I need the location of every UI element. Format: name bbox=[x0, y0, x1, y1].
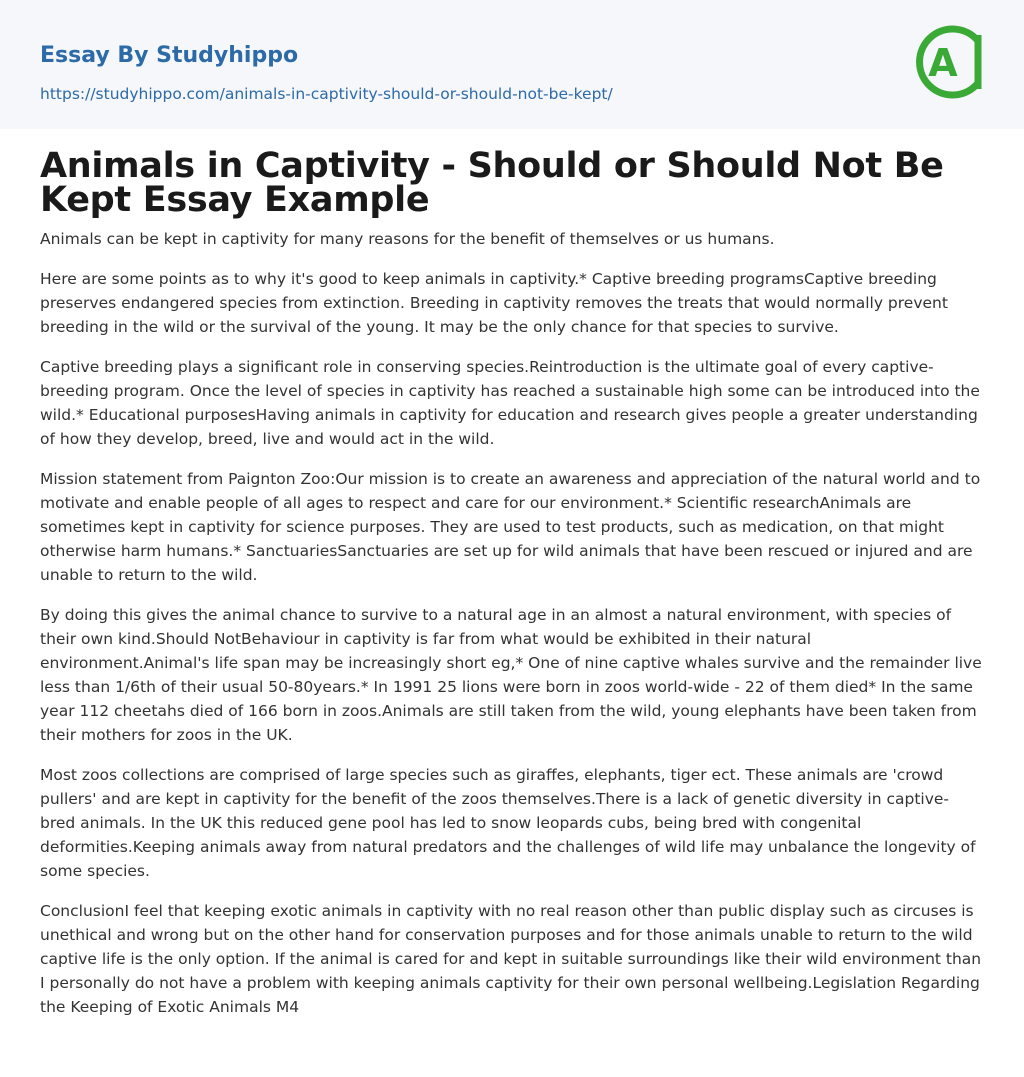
source-url-link[interactable]: https://studyhippo.com/animals-in-captivity-should-or-should-not-be-kept/ bbox=[40, 85, 613, 103]
paragraph: ConclusionI feel that keeping exotic animals in captivity with no real reason other than public display such as circuses is unethical and wrong but on the other hand for conservation purposes and for those animals unable to return to the wild captive life is the only option. If the animal is cared for and kept in suitable surroundings like their wild environment than I personally do not have a problem with keeping animals captivity for their own personal wellbeing.Legislation Regarding the Keeping of Exotic Animals M4 bbox=[40, 902, 982, 1016]
paragraph: Mission statement from Paignton Zoo:Our mission is to create an awareness and appreciation of the natural world and to motivate and enable people of all ages to respect and care for our environment.* Scientific researchAnimals are sometimes kept in captivity for science purposes. They are used to test products, such as medication, on that might otherwise harm humans.* SanctuariesSanctuaries are set up for wild animals that have been rescued or injured and are unable to return to the wild. bbox=[40, 470, 981, 584]
paragraph: Most zoos collections are comprised of large species such as giraffes, elephants, tiger ect. These animals are 'crowd pullers' and are kept in captivity for the benefit of the zoos themselves.There is a lack of genetic diversity in captive-bred animals. In the UK this reduced gene pool has led to snow leopards cubs, being bred with congenital deformities.Keeping animals away from natural predators and the challenges of wild life may unbalance the longevity of some species. bbox=[40, 766, 976, 880]
article-body bbox=[40, 227, 984, 1019]
paragraph: Animals can be kept in captivity for many reasons for the benefit of themselves or us humans. bbox=[40, 230, 775, 248]
article bbox=[0, 146, 1024, 1019]
studyhippo-logo-icon[interactable] bbox=[916, 19, 986, 105]
logo-letter: A bbox=[928, 41, 958, 85]
paragraph: Captive breeding plays a significant role in conserving species.Reintroduction is the ultimate goal of every captive-breeding program. Once the level of species in captivity has reached a sustainable high some can be introduced into the wild.* Educational purposesHaving animals in captivity for education and research gives people a greater understanding of how they develop, breed, live and would act in the wild. bbox=[40, 358, 980, 448]
article-title: Animals in Captivity - Should or Should Not Be Kept Essay Example bbox=[40, 146, 944, 220]
site-header bbox=[0, 0, 1024, 129]
paragraph: Here are some points as to why it's good to keep animals in captivity.* Captive breeding programsCaptive breeding preserves endangered species from extinction. Breeding in captivity removes the treats that would normally prevent breeding in the wild or the survival of the young. It may be the only chance for that species to survive. bbox=[40, 270, 948, 336]
paragraph: By doing this gives the animal chance to survive to a natural age in an almost a natural environment, with species of their own kind.Should NotBehaviour in captivity is far from what would be exhibited in their natural environment.Animal's life span may be increasingly short eg,* One of nine captive whales survive and the remainder live less than 1/6th of their usual 50-80years.* In 1991 25 lions were born in zoos world-wide - 22 of them died* In the same year 112 cheetahs died of 166 born in zoos.Animals are still taken from the wild, young elephants have been taken from their mothers for zoos in the UK. bbox=[40, 606, 982, 744]
site-brand[interactable]: Essay By Studyhippo bbox=[40, 43, 299, 68]
